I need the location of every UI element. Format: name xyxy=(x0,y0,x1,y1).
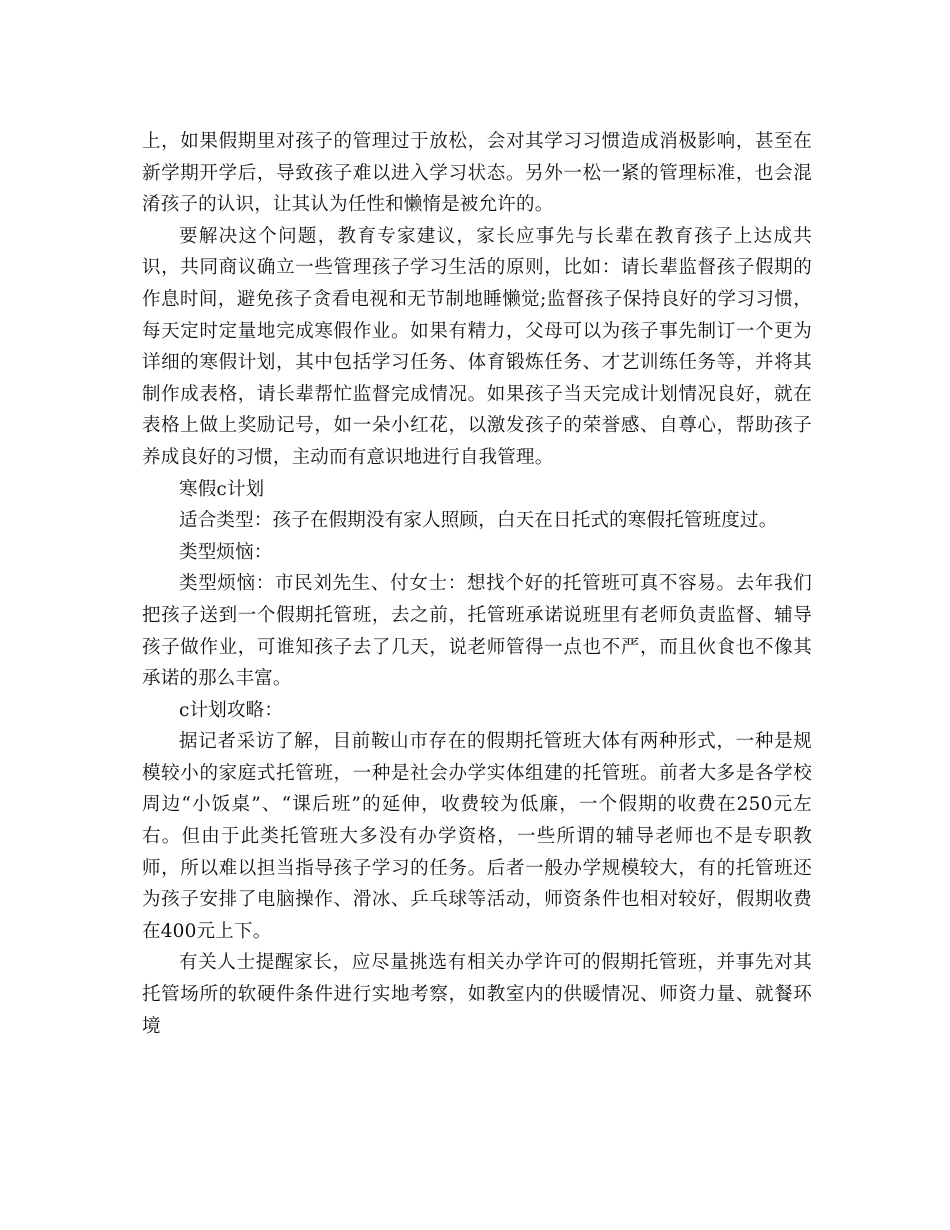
document-body xyxy=(142,126,812,1042)
paragraph-continuation: 上，如果假期里对孩子的管理过于放松，会对其学习习惯造成消极影响，甚至在新学期开学后，导致孩子难以进入学习状态。另外一松一紧的管理标准，也会混淆孩子的认识，让其认为任性和懒惰是被允许的。 xyxy=(142,131,812,216)
paragraph-reporter-findings: 据记者采访了解，目前鞍山市存在的假期托管班大体有两种形式，一种是规模较小的家庭式托管班，一种是社会办学实体组建的托管班。前者大多是各学校周边“小饭桌”、“课后班”的延伸，收费较为低廉，一个假期的收费在250元左右。但由于此类托管班大多没有办学资格，一些所谓的辅导老师也不是专职教师，所以难以担当指导孩子学习的任务。后者一般办学规模较大，有的托管班还为孩子安排了电脑操作、滑冰、乒乓球等活动，师资条件也相对较好，假期收费在400元上下。 xyxy=(142,731,812,942)
paragraph-type-worries: 类型烦恼：市民刘先生、付女士：想找个好的托管班可真不容易。去年我们把孩子送到一个假期托管班，去之前，托管班承诺说班里有老师负责监督、辅导孩子做作业，可谁知孩子去了几天，说老师管得一点也不严，而且伙食也不像其承诺的那么丰富。 xyxy=(142,573,812,690)
subheading-plan-c-strategy: c计划攻略： xyxy=(179,699,284,721)
paragraph-suitable-type: 适合类型：孩子在假期没有家人照顾，白天在日托式的寒假托管班度过。 xyxy=(179,510,778,532)
section-heading-plan-c: 寒假c计划 xyxy=(179,478,265,500)
subheading-type-worries: 类型烦恼： xyxy=(179,541,273,563)
paragraph-reminder: 有关人士提醒家长，应尽量挑选有相关办学许可的假期托管班，并事先对其托管场所的软硬件条件进行实地考察，如教室内的供暖情况、师资力量、就餐环境 xyxy=(142,952,812,1037)
paragraph-expert-advice: 要解决这个问题，教育专家建议，家长应事先与长辈在教育孩子上达成共识，共同商议确立一些管理孩子学习生活的原则，比如：请长辈监督孩子假期的作息时间，避免孩子贪看电视和无节制地睡懒觉;监督孩子保持良好的学习习惯，每天定时定量地完成寒假作业。如果有精力，父母可以为孩子事先制订一个更为详细的寒假计划，其中包括学习任务、体育锻炼任务、才艺训练任务等，并将其制作成表格，请长辈帮忙监督完成情况。如果孩子当天完成计划情况良好，就在表格上做上奖励记号，如一朵小红花，以激发孩子的荣誉感、自尊心，帮助孩子养成良好的习惯，主动而有意识地进行自我管理。 xyxy=(142,225,812,468)
